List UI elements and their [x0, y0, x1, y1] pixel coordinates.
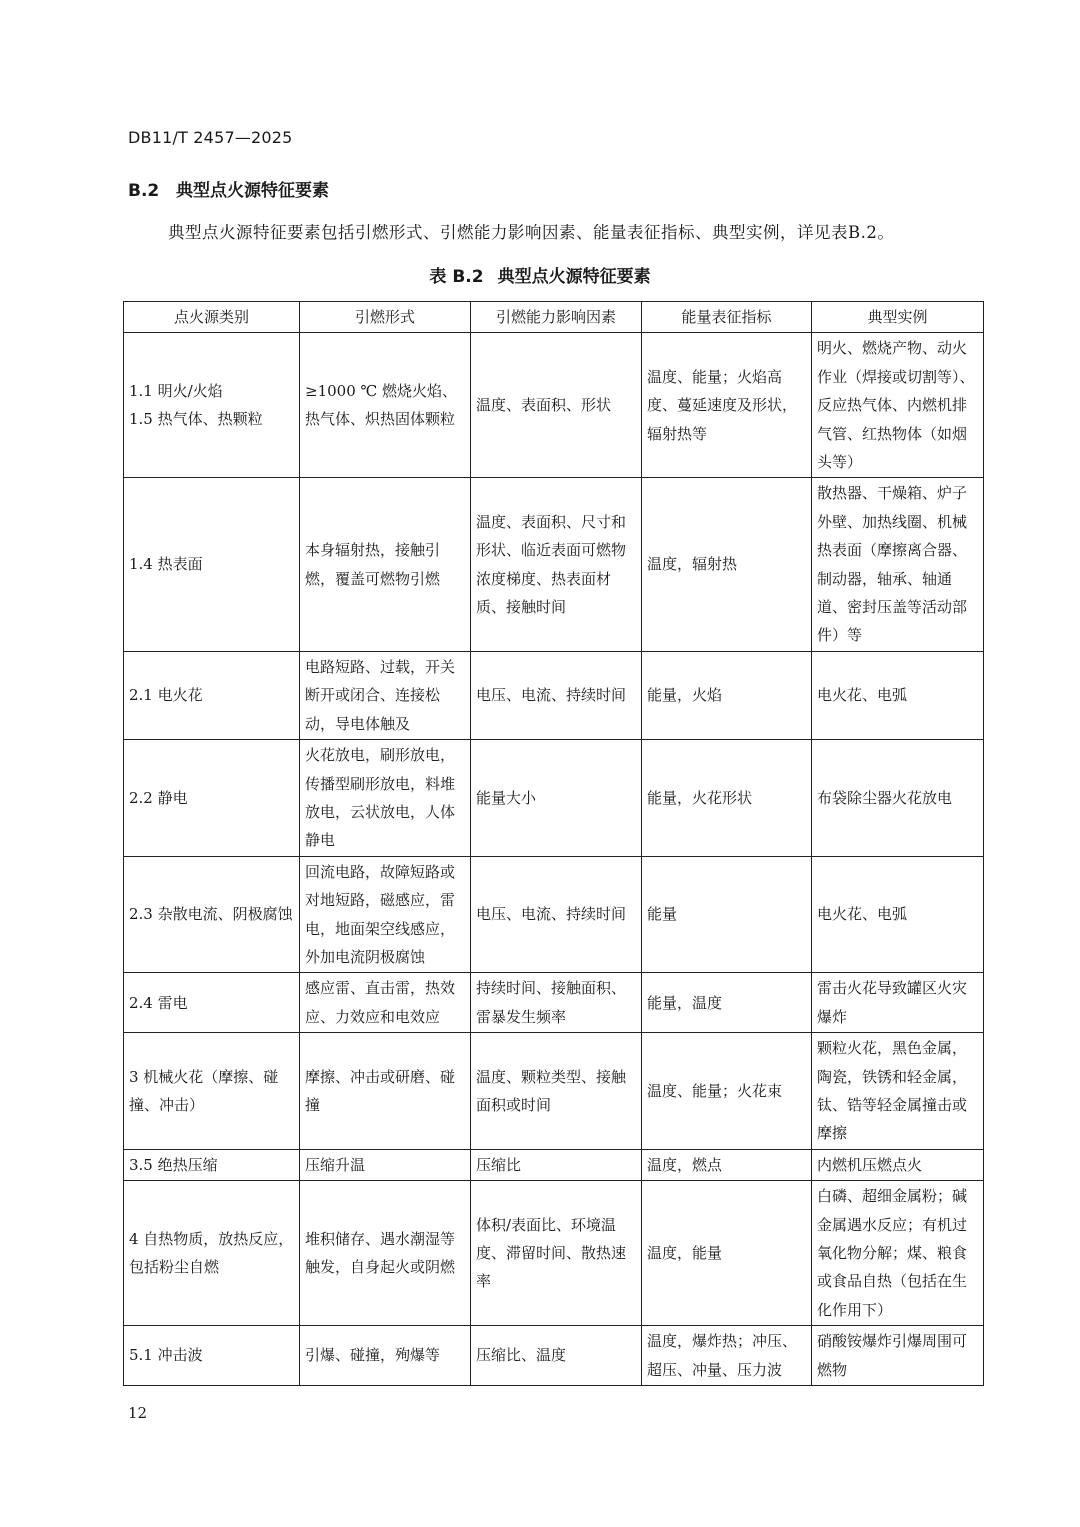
category-line: 3.5 绝热压缩: [129, 1155, 218, 1174]
table-body: [124, 333, 984, 1386]
section-heading: [128, 176, 329, 201]
cell-category: [124, 333, 300, 478]
cell-factors: 温度、颗粒类型、接触面积或时间: [471, 1033, 642, 1150]
cell-form: 回流电路，故障短路或对地短路，磁感应，雷电，地面架空线感应，外加电流阴极腐蚀: [300, 856, 471, 973]
table-row: [124, 651, 984, 739]
cell-energy: 能量，火花形状: [642, 740, 812, 857]
table-row: [124, 856, 984, 973]
cell-examples: 内燃机压燃点火: [812, 1149, 984, 1180]
cell-form: ≥1000 ℃ 燃烧火焰、热气体、炽热固体颗粒: [300, 333, 471, 478]
cell-factors: 温度、表面积、尺寸和形状、临近表面可燃物浓度梯度、热表面材质、接触时间: [471, 478, 642, 651]
cell-category: [124, 1033, 300, 1150]
cell-energy: 温度，能量: [642, 1181, 812, 1326]
table-caption: [0, 262, 1080, 287]
cell-factors: 温度、表面积、形状: [471, 333, 642, 478]
table-row: [124, 740, 984, 857]
cell-form: 引爆、碰撞，殉爆等: [300, 1326, 471, 1386]
cell-factors: 体积/表面比、环境温度、滞留时间、散热速率: [471, 1181, 642, 1326]
table-row: [124, 1033, 984, 1150]
category-line: 2.4 雷电: [129, 993, 188, 1012]
ignition-source-table: [123, 301, 984, 1386]
cell-category: [124, 651, 300, 739]
column-header-form: 引燃形式: [300, 302, 471, 333]
cell-examples: 颗粒火花，黑色金属，陶瓷，铁锈和轻金属，钛、锆等轻金属撞击或摩擦: [812, 1033, 984, 1150]
document-id: DB11/T 2457—2025: [128, 128, 293, 147]
cell-energy: 温度，爆炸热；冲压、超压、冲量、压力波: [642, 1326, 812, 1386]
section-title: 典型点火源特征要素: [176, 181, 329, 201]
cell-energy: 温度，辐射热: [642, 478, 812, 651]
cell-form: 感应雷、直击雷，热效应、力效应和电效应: [300, 973, 471, 1033]
cell-form: 摩擦、冲击或研磨、碰撞: [300, 1033, 471, 1150]
category-line: 2.1 电火花: [129, 686, 203, 705]
category-line: 2.2 静电: [129, 788, 188, 807]
cell-factors: 持续时间、接触面积、雷暴发生频率: [471, 973, 642, 1033]
table-row: [124, 973, 984, 1033]
cell-category: [124, 973, 300, 1033]
cell-energy: 温度、能量；火焰高度、蔓延速度及形状，辐射热等: [642, 333, 812, 478]
cell-examples: 布袋除尘器火花放电: [812, 740, 984, 857]
cell-energy: 温度，燃点: [642, 1149, 812, 1180]
table-caption-number: 表 B.2: [429, 267, 484, 287]
page-number: 12: [128, 1404, 148, 1422]
category-line: 3 机械火花（摩擦、碰撞、冲击）: [129, 1067, 279, 1114]
table-row: [124, 333, 984, 478]
category-line: 2.3 杂散电流、阴极腐蚀: [129, 905, 293, 924]
table-caption-title: 典型点火源特征要素: [497, 267, 651, 287]
cell-examples: 电火花、电弧: [812, 856, 984, 973]
column-header-category: 点火源类别: [124, 302, 300, 333]
table-header-row: [124, 302, 984, 333]
cell-examples: 白磷、超细金属粉；碱金属遇水反应；有机过氧化物分解；煤、粮食或食品自热（包括在生化作用下）: [812, 1181, 984, 1326]
cell-category: [124, 1181, 300, 1326]
cell-factors: 压缩比: [471, 1149, 642, 1180]
cell-category: [124, 1149, 300, 1180]
category-line: 5.1 冲击波: [129, 1346, 203, 1365]
cell-examples: 电火花、电弧: [812, 651, 984, 739]
table-row: [124, 478, 984, 651]
cell-examples: 散热器、干燥箱、炉子外壁、加热线圈、机械热表面（摩擦离合器、制动器，轴承、轴通道、密封压盖等活动部件）等: [812, 478, 984, 651]
cell-category: [124, 1326, 300, 1386]
cell-category: [124, 856, 300, 973]
cell-form: 压缩升温: [300, 1149, 471, 1180]
cell-examples: 明火、燃烧产物、动火作业（焊接或切割等）、反应热气体、内燃机排气管、红热物体（如烟头等）: [812, 333, 984, 478]
cell-factors: 能量大小: [471, 740, 642, 857]
cell-factors: 电压、电流、持续时间: [471, 651, 642, 739]
intro-paragraph: 典型点火源特征要素包括引燃形式、引燃能力影响因素、能量表征指标、典型实例，详见表B.2。: [168, 223, 895, 242]
cell-factors: 电压、电流、持续时间: [471, 856, 642, 973]
table-row: [124, 1181, 984, 1326]
cell-examples: 雷击火花导致罐区火灾爆炸: [812, 973, 984, 1033]
column-header-factors: 引燃能力影响因素: [471, 302, 642, 333]
section-number: B.2: [128, 181, 160, 201]
cell-energy: 温度、能量；火花束: [642, 1033, 812, 1150]
cell-form: 堆积储存、遇水潮湿等触发，自身起火或阴燃: [300, 1181, 471, 1326]
column-header-energy: 能量表征指标: [642, 302, 812, 333]
column-header-examples: 典型实例: [812, 302, 984, 333]
category-line: 1.5 热气体、热颗粒: [129, 410, 263, 429]
category-line: 1.1 明火/火焰: [129, 382, 223, 401]
table-row: [124, 1149, 984, 1180]
cell-form: 本身辐射热，接触引燃，覆盖可燃物引燃: [300, 478, 471, 651]
cell-examples: 硝酸铵爆炸引爆周围可燃物: [812, 1326, 984, 1386]
table-row: [124, 1326, 984, 1386]
cell-energy: 能量，温度: [642, 973, 812, 1033]
cell-category: [124, 740, 300, 857]
category-line: 4 自热物质，放热反应，包括粉尘自燃: [129, 1229, 294, 1277]
cell-category: [124, 478, 300, 651]
cell-form: 火花放电，刷形放电，传播型刷形放电，料堆放电，云状放电，人体静电: [300, 740, 471, 857]
cell-form: 电路短路、过载，开关断开或闭合、连接松动，导电体触及: [300, 651, 471, 739]
category-line: 1.4 热表面: [129, 555, 203, 574]
cell-energy: 能量: [642, 856, 812, 973]
cell-factors: 压缩比、温度: [471, 1326, 642, 1386]
cell-energy: 能量，火焰: [642, 651, 812, 739]
